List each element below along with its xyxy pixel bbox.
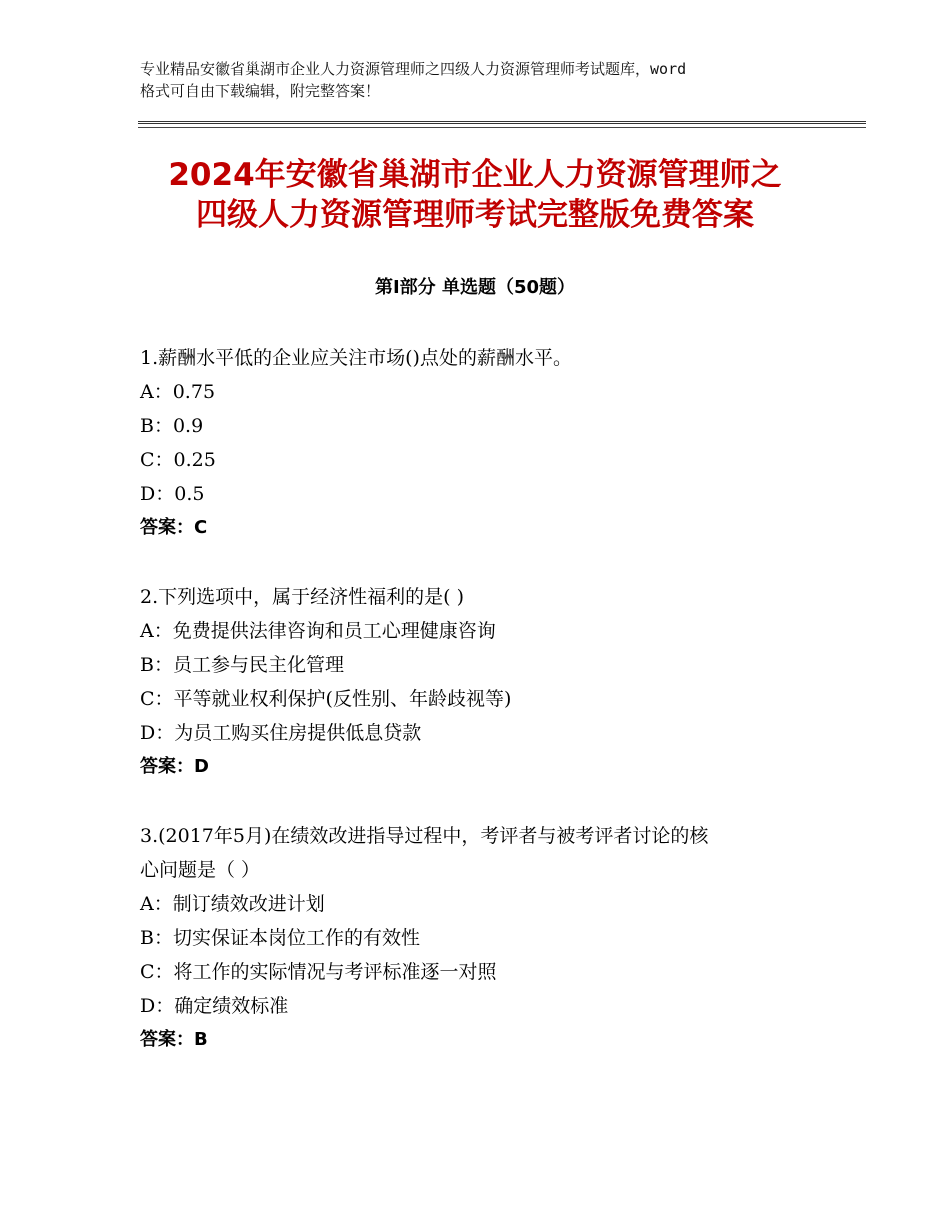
question-stem-continued: 心问题是（ ）	[140, 859, 261, 881]
header-divider	[138, 121, 866, 124]
answer-label: 答案：D	[140, 756, 209, 777]
option-b: B：员工参与民主化管理	[140, 654, 344, 676]
answer-label: 答案：C	[140, 517, 208, 538]
document-title-line-2: 四级人力资源管理师考试完整版免费答案	[196, 197, 754, 233]
option-a: A：制订绩效改进计划	[140, 893, 325, 915]
option-a: A：免费提供法律咨询和员工心理健康咨询	[140, 620, 496, 642]
header-note	[140, 58, 830, 102]
question-stem: 1.薪酬水平低的企业应关注市场()点处的薪酬水平。	[140, 347, 572, 369]
header-note-line-2: 格式可自由下载编辑，附完整答案！	[140, 82, 381, 100]
option-c: C：平等就业权利保护(反性别、年龄歧视等)	[140, 688, 512, 710]
option-d: D：确定绩效标准	[140, 995, 289, 1017]
option-b: B：0.9	[140, 415, 204, 437]
header-note-line-1: 专业精品安徽省巢湖市企业人力资源管理师之四级人力资源管理师考试题库，word	[140, 60, 687, 78]
document-title-line-1: 2024年安徽省巢湖市企业人力资源管理师之	[168, 157, 782, 193]
question-stem: 2.下列选项中，属于经济性福利的是( )	[140, 586, 464, 608]
answer-label: 答案：B	[140, 1029, 208, 1050]
question-block-1	[140, 341, 820, 545]
header-divider-thin	[138, 127, 866, 128]
option-c: C：0.25	[140, 449, 216, 471]
question-block-2	[140, 580, 820, 784]
document-title	[100, 155, 850, 235]
question-stem: 3.(2017年5月)在绩效改进指导过程中，考评者与被考评者讨论的核	[140, 825, 709, 847]
option-b: B：切实保证本岗位工作的有效性	[140, 927, 420, 949]
option-d: D：为员工购买住房提供低息贷款	[140, 722, 422, 744]
option-c: C：将工作的实际情况与考评标准逐一对照	[140, 961, 497, 983]
question-block-3	[140, 819, 820, 1057]
option-d: D：0.5	[140, 483, 205, 505]
option-a: A：0.75	[140, 381, 216, 403]
section-title: 第Ⅰ部分 单选题（50题）	[374, 277, 575, 298]
